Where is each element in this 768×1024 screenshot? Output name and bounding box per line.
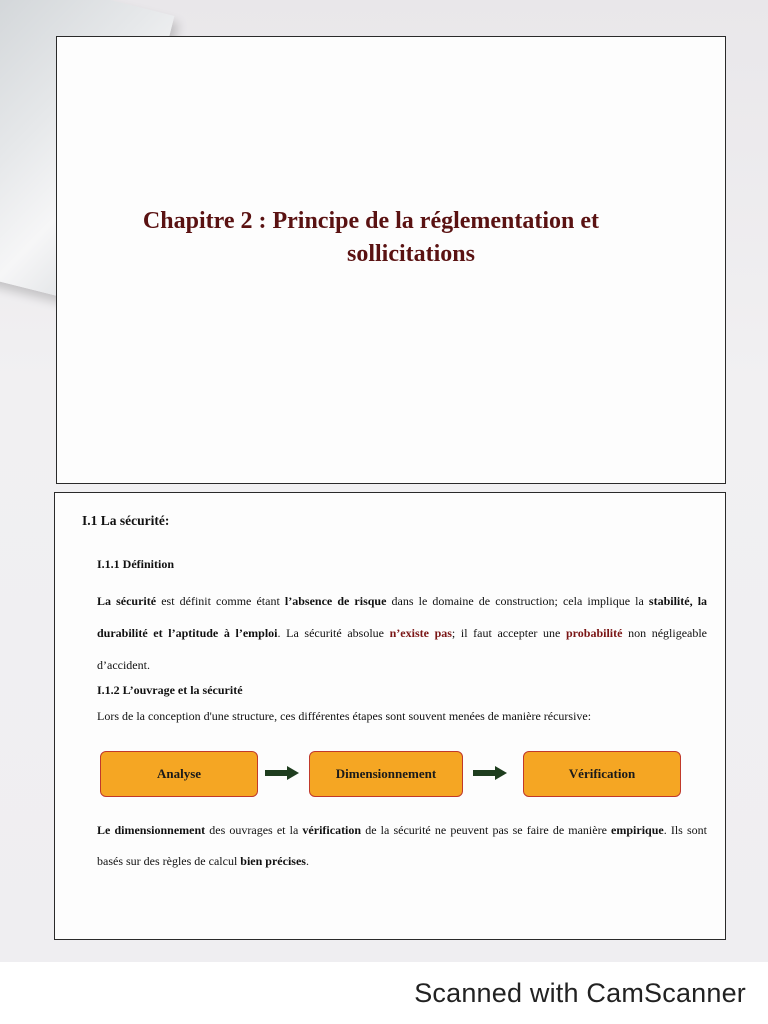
- term-stabilite: stabilité: [648, 594, 690, 608]
- chapter-title-slide: [56, 36, 726, 484]
- intro-paragraph: Lors de la conception d'une structure, ces différentes étapes sont souvent menées de manière récursive:: [97, 709, 592, 723]
- term-dimensionnement: Le dimensionnement: [97, 823, 206, 837]
- definition-paragraph: [97, 585, 707, 681]
- def-text: dans le domaine de construction; cela implique la: [386, 594, 649, 608]
- step-verification: Vérification: [523, 751, 681, 797]
- def-text: ; il faut accepter une: [451, 626, 566, 640]
- term-nexiste-pas: n’existe pas: [389, 626, 452, 640]
- section-heading: I.1 La sécurité:: [82, 513, 170, 528]
- subsection-definition-heading: I.1.1 Définition: [97, 557, 175, 571]
- arrow-right-icon: [265, 766, 299, 780]
- chapter-title-line2: sollicitations: [346, 241, 475, 267]
- chapter-title-line1: Chapitre 2 : Principe de la réglementation et: [142, 208, 600, 234]
- concl-text: de la sécurité ne peuvent pas se faire de manière: [361, 823, 612, 837]
- term-absence-risque: l’absence de risque: [284, 594, 387, 608]
- term-probabilite: probabilité: [565, 626, 623, 640]
- term-empirique: empirique: [611, 823, 664, 837]
- step-dimensionnement: Dimensionnement: [309, 751, 463, 797]
- term-aptitude-emploi: l’aptitude à l’emploi: [168, 626, 278, 640]
- def-text: et: [147, 626, 169, 640]
- camscanner-watermark: Scanned with CamScanner: [414, 978, 746, 1008]
- term-durabilite: la durabilité: [97, 594, 708, 640]
- term-securite: La sécurité: [97, 594, 157, 608]
- concl-text: des ouvrages et la: [205, 823, 303, 837]
- def-text: est définit comme étant: [156, 594, 285, 608]
- subsection-ouvrage-heading: I.1.2 L’ouvrage et la sécurité: [97, 683, 243, 697]
- concl-text: .: [305, 854, 309, 868]
- def-text: non négligeable d’accident.: [97, 626, 708, 672]
- def-text: ,: [689, 594, 698, 608]
- concl-text: . Ils sont basés sur des règles de calcul: [97, 823, 707, 868]
- step-analyse: Analyse: [100, 751, 258, 797]
- def-text: . La sécurité absolue: [277, 626, 390, 640]
- security-slide: [54, 492, 726, 940]
- arrow-right-icon: [473, 766, 507, 780]
- term-bien-precises: bien précises: [240, 854, 306, 868]
- conclusion-paragraph: [97, 815, 707, 877]
- chapter-title: [57, 205, 725, 271]
- term-verification: vérification: [302, 823, 362, 837]
